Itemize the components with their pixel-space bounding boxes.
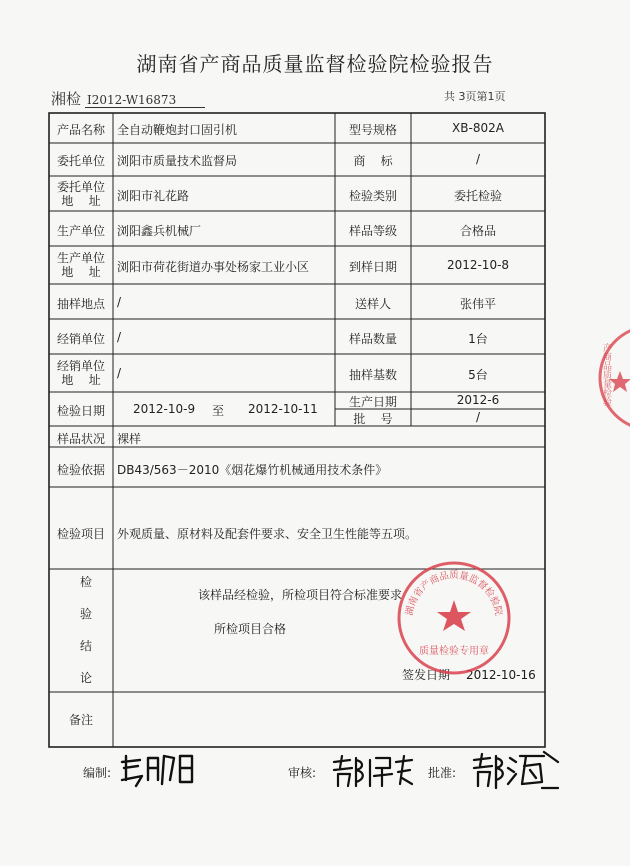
producer-address-label-line1: 生产单位 [56,251,105,265]
dealer-address-label-line2: 地 址 [61,373,101,387]
client-value: 浏阳市质量技术监督局 [117,154,238,168]
model-value: XB-802A [452,121,504,135]
dealer-address-label-line1: 经销单位 [56,359,105,373]
conclusion-line-1: 该样品经检验，所检项目符合标准要求 [198,588,403,602]
client-address-value: 浏阳市礼花路 [117,189,190,203]
approver-label: 批准: [428,766,457,780]
client-address-label-line1: 委托单位 [56,180,105,194]
model-label: 型号规格 [348,123,397,137]
sampling-place-value: / [117,295,122,309]
items-value: 外观质量、原材料及配套件要求、安全卫生性能等五项。 [117,527,418,541]
page-count: 共 3页第1页 [444,90,506,103]
inspection-date-to-word: 至 [212,404,225,418]
sample-quantity-value: 1台 [468,332,488,346]
inspection-type-value: 委托检验 [453,189,502,203]
editor-signature [118,750,198,790]
client-address-label-line2: 地 址 [61,194,101,208]
brand-value: / [475,152,481,166]
approver-signature [470,748,560,794]
remarks-label: 备注 [68,713,93,727]
seal-bottom-text: 质量检验专用章 [419,646,489,657]
production-date-label: 生产日期 [348,395,397,409]
dealer-label: 经销单位 [56,332,105,346]
batch-value: / [475,410,481,424]
production-date-value: 2012-6 [456,393,500,407]
inspection-date-from: 2012-10-9 [133,402,196,416]
batch-label: 批 号 [353,412,393,426]
arrival-date-value: 2012-10-8 [446,258,510,272]
producer-label: 生产单位 [56,224,105,238]
reviewer-label: 审核: [288,766,317,780]
inspection-seal-stamp [394,558,514,678]
report-number-value: I2012-W16873 [85,93,205,108]
brand-label: 商 标 [353,154,393,168]
client-address-label [49,180,113,208]
producer-address-label-line2: 地 址 [61,265,101,279]
sample-grade-label: 样品等级 [348,224,397,238]
sample-grade-value: 合格品 [459,224,496,238]
producer-address-label [49,251,113,279]
conclusion-label-char-2: 验 [79,607,92,621]
sampling-base-label: 抽样基数 [348,368,397,382]
inspection-type-label: 检验类别 [348,189,397,203]
producer-value: 浏阳鑫兵机械厂 [117,224,202,238]
seal-top-text: 湖南省产商品质量监督检验院 [404,570,504,617]
reviewer-signature [330,752,414,792]
sample-quantity-label: 样品数量 [348,332,397,346]
sample-state-value: 裸样 [117,432,142,446]
sampling-base-value: 5台 [468,368,488,382]
editor-label: 编制: [83,766,112,780]
dealer-value: / [117,330,122,344]
sender-value: 张伟平 [459,297,496,311]
basis-label: 检验依据 [56,463,105,477]
producer-address-value: 浏阳市荷花街道办事处杨家工业小区 [117,260,310,274]
dealer-address-value: / [117,366,122,380]
client-label: 委托单位 [56,154,105,168]
sample-state-label: 样品状况 [56,432,105,446]
sign-date-value: 2012-10-16 [466,668,536,682]
edge-seal-text: 产商品质量检验 [601,343,611,406]
inspection-date-to: 2012-10-11 [248,402,318,416]
sign-date-label: 签发日期 [402,668,451,682]
conclusion-line-2: 所检项目合格 [214,622,287,636]
sender-label: 送样人 [354,297,391,311]
edge-seal-stamp [596,323,630,433]
report-title: 湖南省产商品质量监督检验院检验报告 [136,52,494,76]
inspection-date-label: 检验日期 [56,404,105,418]
product-name-value: 全自动鞭炮封口固引机 [117,123,238,137]
items-label: 检验项目 [56,527,105,541]
arrival-date-label: 到样日期 [348,260,397,274]
product-name-label: 产品名称 [56,123,105,137]
conclusion-label-char-1: 检 [79,575,92,589]
dealer-address-label [49,359,113,387]
basis-value: DB43/563－2010《烟花爆竹机械通用技术条件》 [117,463,388,477]
sampling-place-label: 抽样地点 [56,297,105,311]
report-number-label: 湘检 [51,90,82,108]
conclusion-label-char-4: 论 [79,671,92,685]
conclusion-label-char-3: 结 [79,639,92,653]
